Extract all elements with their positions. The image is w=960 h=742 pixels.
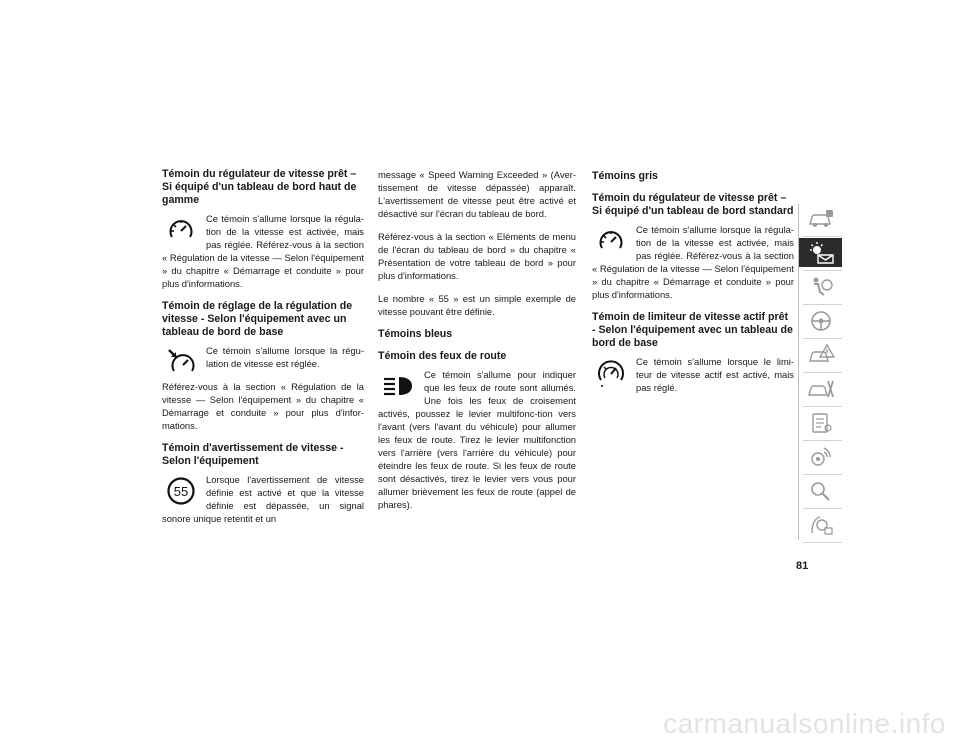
speed-limiter-text: Ce témoin s'allume lorsque le limi-teur de vitesse actif est activé, mais pas réglé. xyxy=(636,356,794,393)
language-icon xyxy=(806,513,836,537)
speed-warning-text: Lorsque l'avertissement de vitesse définie est activé et que la vitesse définie est dépassée, un signal sonore unique retentit et un xyxy=(162,474,364,524)
speed-example-note: Le nombre « 55 » est un simple exemple de vitesse pouvant être définie. xyxy=(378,293,576,317)
column-middle xyxy=(378,168,576,521)
high-beam-icon xyxy=(378,370,418,402)
cruise-ready-premium-title: Témoin du régulateur de vitesse prêt – Si équipé d'un tableau de bord haut de gamme xyxy=(162,168,357,206)
airbag-safety-icon xyxy=(806,275,836,299)
tab-safety[interactable] xyxy=(799,272,842,301)
cruise-ready-premium-text: Ce témoin s'allume lorsque la régula-tion de la vitesse est activée, mais pas réglée. Référez-vous à la section « Régulation de la vitesse — Selon l'équipement » du chapitre « Démarrage et conduite » pour plus d'informations. xyxy=(162,213,364,289)
search-index-icon xyxy=(806,479,836,503)
tab-languages[interactable] xyxy=(799,510,842,539)
grey-indicators-heading: Témoins gris xyxy=(592,170,658,182)
speed-limiter-title: Témoin de limiteur de vitesse actif prêt - Selon l'équipement avec un tableau de bord de base xyxy=(592,311,793,349)
car-info-icon xyxy=(806,208,836,230)
speedometer-icon xyxy=(162,214,200,246)
tab-car-info[interactable] xyxy=(799,204,842,233)
watermark: carmanualsonline.info xyxy=(663,708,946,739)
speed-limit-55-icon xyxy=(162,475,200,507)
speed-warning-reference: Référez-vous à la section « Eléments de menu de l'écran du tableau de bord » du chapitre « Présentation de votre tableau de bord » pour plus d'informations. xyxy=(378,231,576,281)
tab-dashboard-warnings[interactable] xyxy=(799,238,842,267)
car-emergency-icon xyxy=(806,343,836,367)
page-number: 81 xyxy=(796,560,809,572)
speed-warning-text-cont: message « Speed Warning Exceeded » (Aver-tissement de vitesse dépassée) apparaît. L'avertissement de vitesse peut être activé et désactivé sur l'écran du tableau de bord. xyxy=(378,169,576,219)
tab-service[interactable] xyxy=(799,374,842,403)
cruise-set-base-text: Ce témoin s'allume lorsque la régu-lation de vitesse est réglée. xyxy=(206,345,364,369)
dashboard-warning-icon xyxy=(806,241,836,265)
speed-warning-title: Témoin d'avertissement de vitesse - Selon l'équipement xyxy=(162,442,344,467)
speedometer-icon xyxy=(592,225,630,257)
specifications-icon xyxy=(806,411,836,435)
speedometer-set-icon xyxy=(162,346,200,378)
tab-index[interactable] xyxy=(799,476,842,505)
blue-indicators-heading: Témoins bleus xyxy=(378,328,453,340)
multimedia-icon xyxy=(806,445,836,469)
car-service-icon xyxy=(806,377,836,401)
column-left xyxy=(162,168,364,535)
high-beam-text: Ce témoin s'allume pour indiquer que les feux de route sont allumés. Une fois les feux de croisement activés, poussez le levier multifonc-tion vers l'avant (vers l'avant du véhicule) pour allumer les feux de route. Tirez le levier multifonction vers l'arrière (vers l'arrière du véhicule) pour éteindre les feux de route. Si les feux de route sont désactivés, tirez le levier vers vous pour allumer brièvement les feux de route (appel de phares). xyxy=(378,369,576,510)
high-beam-title: Témoin des feux de route xyxy=(378,350,507,362)
column-right xyxy=(592,168,794,404)
cruise-set-base-text-2: Référez-vous à la section « Régulation de la vitesse — Selon l'équipement » du chapitre « Démarrage et conduite » pour plus d'infor-mations. xyxy=(162,381,364,431)
tab-specifications[interactable] xyxy=(799,408,842,437)
chapter-sidebar xyxy=(798,204,843,540)
cruise-set-base-title: Témoin de réglage de la régulation de vitesse - Selon l'équipement avec un tableau de bord de base xyxy=(162,300,353,338)
cruise-ready-standard-title: Témoin du régulateur de vitesse prêt – Si équipé d'un tableau de bord standard xyxy=(592,192,794,217)
cruise-ready-standard-text: Ce témoin s'allume lorsque la régula-tion de la vitesse est activée, mais pas réglée. Référez-vous à la section « Régulation de la vitesse — Selon l'équipement » du chapitre « Démarrage et conduite » pour plus d'informations. xyxy=(592,224,794,300)
tab-emergency[interactable] xyxy=(799,340,842,369)
steering-wheel-icon xyxy=(806,309,836,333)
speed-limiter-icon xyxy=(592,357,630,389)
svg-text:55: 55 xyxy=(173,484,189,499)
tab-driving[interactable] xyxy=(799,306,842,335)
tab-multimedia[interactable] xyxy=(799,442,842,471)
